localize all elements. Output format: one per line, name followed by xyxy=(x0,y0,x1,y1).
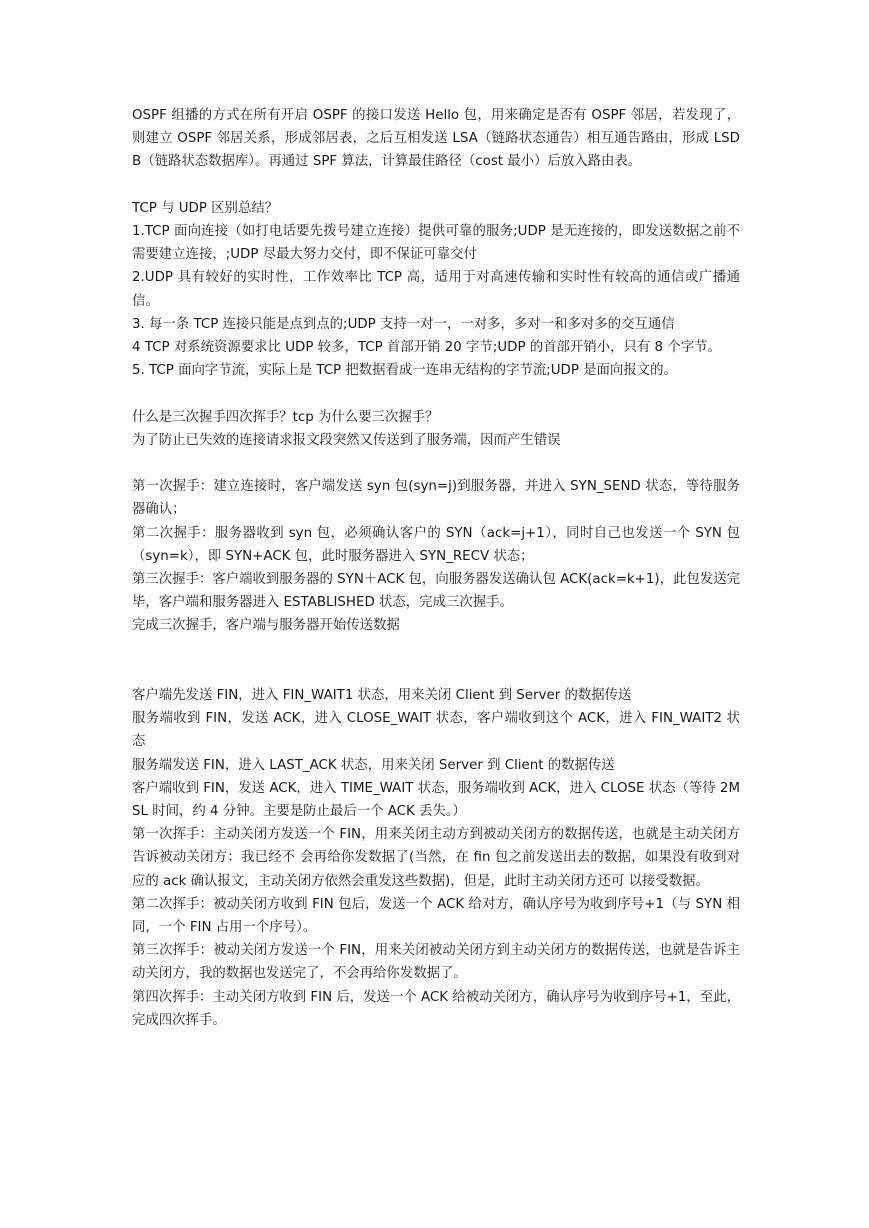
wave-line-2: 服务端收到 FIN，发送 ACK，进入 CLOSE_WAIT 状态，客户端收到这个 ACK，进入 FIN_WAIT2 状态 xyxy=(132,711,740,750)
wave-line-3: 服务端发送 FIN，进入 LAST_ACK 状态，用来关闭 Server 到 Client 的数据传送 xyxy=(132,757,615,773)
blank-lines xyxy=(132,638,740,684)
wave-step-2: 第二次挥手：被动关闭方收到 FIN 包后，发送一个 ACK 给对方，确认序号为收到序号+1（与 SYN 相同，一个 FIN 占用一个序号）。 xyxy=(132,896,740,936)
wave-line-4: 客户端收到 FIN，发送 ACK，进入 TIME_WAIT 状态，服务端收到 ACK，进入 CLOSE 状态（等待 2MSL 时间，约 4 分钟。主要是防止最后一个 ACK 丢失。） xyxy=(132,780,740,820)
document-page xyxy=(132,104,740,1032)
blank-line xyxy=(132,174,740,197)
wave-step-4: 第四次挥手：主动关闭方收到 FIN 后，发送一个 ACK 给被动关闭方，确认序号为收到序号+1，至此，完成四次挥手。 xyxy=(132,989,740,1028)
blank-line xyxy=(132,452,740,475)
tcp-udp-point-4: 4 TCP 对系统资源要求比 UDP 较多，TCP 首部开销 20 字节;UDP 的首部开销小，只有 8 个字节。 xyxy=(132,340,721,356)
handshake-complete: 完成三次握手，客户端与服务器开始传送数据 xyxy=(132,618,400,634)
handshake-step-2: 第二次握手：服务器收到 syn 包，必须确认客户的 SYN（ack=j+1），同时自己也发送一个 SYN 包（syn=k），即 SYN+ACK 包，此时服务器进入 SYN_RECV 状态； xyxy=(132,525,740,564)
wave-line-1: 客户端先发送 FIN，进入 FIN_WAIT1 状态，用来关闭 Client 到 Server 的数据传送 xyxy=(132,688,632,704)
tcp-udp-point-3: 3. 每一条 TCP 连接只能是点到点的;UDP 支持一对一，一对多，多对一和多对多的交互通信 xyxy=(132,316,675,332)
tcp-udp-point-5: 5. TCP 面向字节流，实际上是 TCP 把数据看成一连串无结构的字节流;UDP 是面向报文的。 xyxy=(132,363,677,379)
handshake-question: 什么是三次握手四次挥手？tcp 为什么要三次握手？ xyxy=(132,409,439,425)
tcp-udp-point-1: 1.TCP 面向连接（如打电话要先拨号建立连接）提供可靠的服务;UDP 是无连接的，即发送数据之前不需要建立连接，;UDP 尽最大努力交付，即不保证可靠交付 xyxy=(132,224,740,263)
handshake-step-1: 第一次握手：建立连接时，客户端发送 syn 包(syn=j)到服务器，并进入 SYN_SEND 状态，等待服务器确认； xyxy=(132,479,740,518)
handshake-step-3: 第三次握手：客户端收到服务器的 SYN＋ACK 包，向服务器发送确认包 ACK(ack=k+1)，此包发送完毕，客户端和服务器进入 ESTABLISHED 状态，完成三次握手。 xyxy=(132,572,740,611)
tcp-udp-point-2: 2.UDP 具有较好的实时性，工作效率比 TCP 高，适用于对高速传输和实时性有较高的通信或广播通信。 xyxy=(132,270,740,309)
handshake-reason: 为了防止已失效的连接请求报文段突然又传送到了服务端，因而产生错误 xyxy=(132,432,561,448)
blank-line xyxy=(132,382,740,405)
tcp-udp-heading: TCP 与 UDP 区别总结？ xyxy=(132,200,279,216)
wave-step-1: 第一次挥手：主动关闭方发送一个 FIN，用来关闭主动方到被动关闭方的数据传送，也就是主动关闭方告诉被动关闭方：我已经不 会再给你发数据了(当然，在 fin 包之前发送出去的数据，如果没有收到对应的 ack 确认报文，主动关闭方依然会重发这些数据)，但是，此时主动关闭方还可 以接受数据。 xyxy=(132,827,740,889)
ospf-paragraph: OSPF 组播的方式在所有开启 OSPF 的接口发送 Hello 包，用来确定是否有 OSPF 邻居，若发现了，则建立 OSPF 邻居关系，形成邻居表，之后互相发送 LSA（链路状态通告）相互通告路由，形成 LSDB（链路状态数据库）。再通过 SPF 算法，计算最佳路径（cost 最小）后放入路由表。 xyxy=(132,108,740,170)
wave-step-3: 第三次挥手：被动关闭方发送一个 FIN，用来关闭被动关闭方到主动关闭方的数据传送，也就是告诉主动关闭方，我的数据也发送完了，不会再给你发数据了。 xyxy=(132,943,740,982)
